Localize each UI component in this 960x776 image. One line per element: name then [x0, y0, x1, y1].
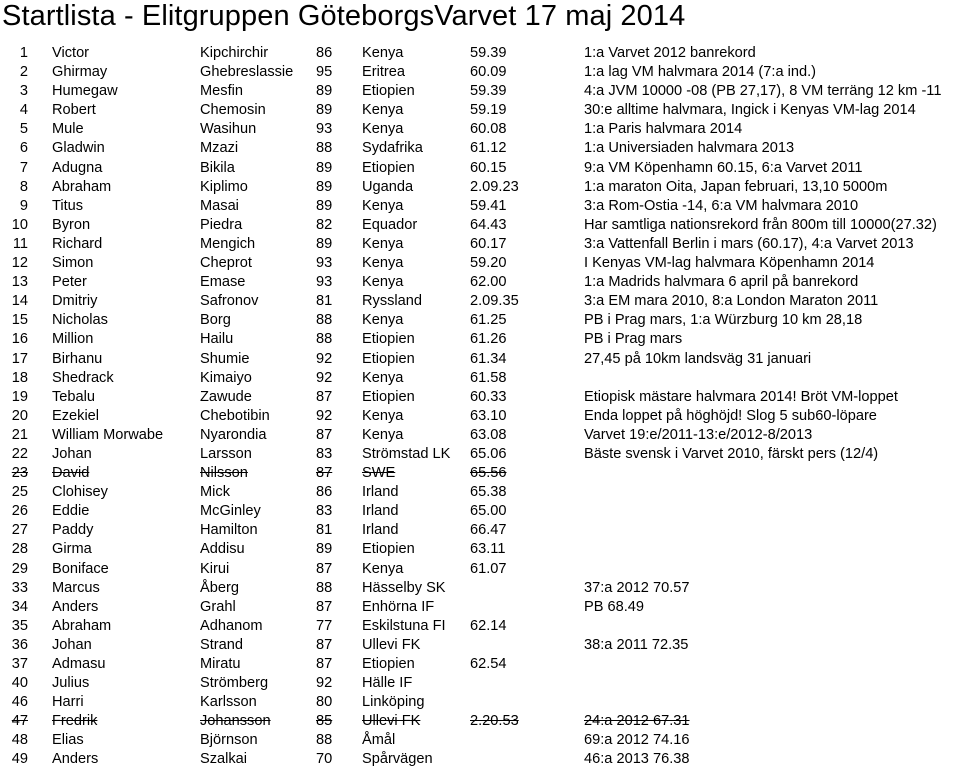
personal-best: 61.12	[470, 140, 507, 157]
birth-year: 92	[316, 369, 333, 386]
table-row	[0, 598, 960, 617]
country-club: Uganda	[362, 178, 414, 195]
last-name: Borg	[200, 312, 231, 329]
last-name: Piedra	[200, 216, 243, 233]
country-club: Ullevi FK	[362, 636, 421, 653]
first-name: Anders	[52, 751, 99, 768]
page-title: Startlista - Elitgruppen GöteborgsVarvet 17 maj 2014	[2, 0, 686, 32]
birth-year: 77	[316, 617, 333, 634]
country-club: Etiopien	[362, 331, 415, 348]
merits-note: 1:a Madrids halvmara 6 april på banrekord	[584, 274, 859, 291]
country-club: Kenya	[362, 197, 404, 214]
bib-number: 40	[11, 675, 28, 692]
birth-year: 82	[316, 216, 333, 233]
personal-best: 65.00	[470, 503, 507, 520]
table-row	[0, 674, 960, 693]
table-row	[0, 464, 960, 483]
birth-year: 89	[316, 83, 333, 100]
bib-number: 19	[11, 388, 28, 405]
last-name: Mick	[200, 484, 230, 501]
country-club: Kenya	[362, 369, 404, 386]
last-name: Mengich	[200, 235, 256, 252]
country-club: Kenya	[362, 312, 404, 329]
bib-number: 48	[11, 732, 28, 749]
country-club: Etiopien	[362, 350, 415, 367]
merits-note: Etiopisk mästare halvmara 2014! Bröt VM-loppet	[584, 388, 898, 405]
table-row	[0, 63, 960, 82]
birth-year: 88	[316, 331, 333, 348]
birth-year: 93	[316, 121, 333, 138]
birth-year: 87	[316, 656, 333, 672]
country-club: Ullevi FK	[362, 713, 421, 730]
bib-number: 1	[19, 45, 28, 61]
last-name: McGinley	[200, 503, 261, 520]
first-name: Johan	[52, 445, 92, 462]
first-name: Tebalu	[52, 388, 96, 405]
personal-best: 59.39	[470, 83, 507, 100]
last-name: Wasihun	[200, 121, 257, 138]
first-name: Gladwin	[52, 140, 105, 157]
last-name: Kirui	[200, 560, 230, 577]
table-row	[0, 350, 960, 369]
bib-number: 22	[11, 445, 28, 462]
last-name: Szalkai	[200, 751, 248, 768]
last-name: Chemosin	[200, 102, 266, 119]
first-name: Byron	[52, 216, 91, 233]
bib-number: 47	[11, 713, 28, 730]
country-club: Hässelby SK	[362, 579, 446, 596]
last-name: Kiplimo	[200, 178, 248, 195]
country-club: Kenya	[362, 426, 404, 443]
birth-year: 89	[316, 235, 333, 252]
birth-year: 89	[316, 178, 333, 195]
last-name: Kimaiyo	[200, 369, 252, 386]
table-row	[0, 197, 960, 216]
merits-note: 1:a lag VM halvmara 2014 (7:a ind.)	[584, 64, 817, 81]
bib-number: 20	[11, 407, 28, 424]
personal-best: 62.00	[470, 274, 507, 291]
first-name: Million	[52, 331, 94, 348]
first-name: Birhanu	[52, 350, 103, 367]
first-name: Shedrack	[52, 369, 114, 386]
country-club: Irland	[362, 484, 399, 501]
merits-note: PB i Prag mars	[584, 331, 683, 348]
first-name: Julius	[52, 675, 90, 692]
personal-best: 66.47	[470, 522, 507, 539]
first-name: Elias	[52, 732, 84, 749]
last-name: Nyarondia	[200, 426, 267, 443]
country-club: Kenya	[362, 235, 404, 252]
merits-note: 4:a JVM 10000 -08 (PB 27,17), 8 VM terräng 12 km -11	[584, 83, 942, 100]
last-name: Mesfin	[200, 83, 243, 100]
birth-year: 81	[316, 293, 333, 310]
first-name: Ghirmay	[52, 64, 108, 81]
personal-best: 61.07	[470, 560, 507, 577]
bib-number: 2	[19, 64, 28, 81]
personal-best: 59.39	[470, 45, 507, 61]
merits-note: 1:a Universiaden halvmara 2013	[584, 140, 795, 157]
merits-note: 9:a VM Köpenhamn 60.15, 6:a Varvet 2011	[584, 159, 863, 176]
bib-number: 28	[11, 541, 28, 558]
last-name: Björnson	[200, 732, 258, 749]
birth-year: 88	[316, 140, 333, 157]
bib-number: 8	[19, 178, 28, 195]
country-club: Sydafrika	[362, 140, 423, 157]
country-club: Kenya	[362, 255, 404, 272]
bib-number: 3	[19, 83, 28, 100]
country-club: Enhörna IF	[362, 598, 435, 615]
table-row	[0, 216, 960, 235]
last-name: Hamilton	[200, 522, 258, 539]
bib-number: 16	[11, 331, 28, 348]
country-club: Strömstad LK	[362, 445, 451, 462]
table-row	[0, 731, 960, 750]
country-club: Etiopien	[362, 159, 415, 176]
country-club: Kenya	[362, 121, 404, 138]
last-name: Bikila	[200, 159, 235, 176]
first-name: Victor	[52, 45, 90, 61]
birth-year: 87	[316, 636, 333, 653]
bib-number: 27	[11, 522, 28, 539]
table-row	[0, 388, 960, 407]
country-club: Irland	[362, 522, 399, 539]
birth-year: 87	[316, 388, 333, 405]
table-row	[0, 159, 960, 178]
merits-note: I Kenyas VM-lag halvmara Köpenhamn 2014	[584, 255, 875, 272]
first-name: Peter	[52, 274, 87, 291]
first-name: Johan	[52, 636, 92, 653]
merits-note: Varvet 19:e/2011-13:e/2012-8/2013	[584, 426, 813, 443]
first-name: Harri	[52, 694, 84, 711]
bib-number: 4	[19, 102, 28, 119]
birth-year: 80	[316, 694, 333, 711]
country-club: Ryssland	[362, 293, 423, 310]
first-name: Robert	[52, 102, 96, 119]
merits-note: 27,45 på 10km landsväg 31 januari	[584, 350, 812, 367]
first-name: Ezekiel	[52, 407, 100, 424]
bib-number: 46	[11, 694, 28, 711]
table-row	[0, 273, 960, 292]
country-club: Etiopien	[362, 388, 415, 405]
birth-year: 87	[316, 465, 333, 482]
table-row	[0, 712, 960, 731]
table-row	[0, 235, 960, 254]
first-name: Adugna	[52, 159, 103, 176]
table-row	[0, 139, 960, 158]
last-name: Mzazi	[200, 140, 239, 157]
merits-note: 3:a Vattenfall Berlin i mars (60.17), 4:a Varvet 2013	[584, 235, 914, 252]
birth-year: 89	[316, 159, 333, 176]
personal-best: 63.08	[470, 426, 507, 443]
merits-note: 37:a 2012 70.57	[584, 579, 690, 596]
birth-year: 86	[316, 45, 333, 61]
table-row	[0, 426, 960, 445]
personal-best: 61.34	[470, 350, 507, 367]
birth-year: 92	[316, 407, 333, 424]
merits-note: 1:a maraton Oita, Japan februari, 13,10 5000m	[584, 178, 888, 195]
first-name: William Morwabe	[52, 426, 164, 443]
bib-number: 29	[11, 560, 28, 577]
personal-best: 64.43	[470, 216, 507, 233]
birth-year: 83	[316, 503, 333, 520]
last-name: Emase	[200, 274, 246, 291]
personal-best: 60.08	[470, 121, 507, 138]
last-name: Karlsson	[200, 694, 257, 711]
bib-number: 37	[11, 656, 28, 672]
table-row	[0, 178, 960, 197]
country-club: Irland	[362, 503, 399, 520]
table-row	[0, 445, 960, 464]
first-name: Mule	[52, 121, 84, 138]
first-name: Admasu	[52, 656, 106, 672]
birth-year: 87	[316, 560, 333, 577]
personal-best: 65.56	[470, 465, 507, 482]
country-club: Etiopien	[362, 83, 415, 100]
last-name: Nilsson	[200, 465, 248, 482]
personal-best: 59.19	[470, 102, 507, 119]
last-name: Strömberg	[200, 675, 269, 692]
birth-year: 95	[316, 64, 333, 81]
country-club: Linköping	[362, 694, 425, 711]
bib-number: 13	[11, 274, 28, 291]
birth-year: 81	[316, 522, 333, 539]
personal-best: 59.41	[470, 197, 507, 214]
country-club: Kenya	[362, 560, 404, 577]
country-club: Spårvägen	[362, 751, 433, 768]
table-row	[0, 311, 960, 330]
table-row	[0, 560, 960, 579]
bib-number: 15	[11, 312, 28, 329]
first-name: Abraham	[52, 178, 112, 195]
last-name: Masai	[200, 197, 239, 214]
bib-number: 25	[11, 484, 28, 501]
country-club: Eskilstuna FI	[362, 617, 446, 634]
table-row	[0, 617, 960, 636]
table-row	[0, 369, 960, 388]
birth-year: 88	[316, 579, 333, 596]
first-name: David	[52, 465, 90, 482]
personal-best: 65.38	[470, 484, 507, 501]
merits-note: 69:a 2012 74.16	[584, 732, 690, 749]
merits-note: 3:a EM mara 2010, 8:a London Maraton 2011	[584, 293, 879, 310]
merits-note: 46:a 2013 76.38	[584, 751, 690, 768]
country-club: Etiopien	[362, 541, 415, 558]
personal-best: 60.09	[470, 64, 507, 81]
birth-year: 89	[316, 102, 333, 119]
personal-best: 2.09.23	[470, 178, 519, 195]
bib-number: 26	[11, 503, 28, 520]
first-name: Nicholas	[52, 312, 108, 329]
merits-note: Enda loppet på höghöjd! Slog 5 sub60-löpare	[584, 407, 877, 424]
table-row	[0, 483, 960, 502]
first-name: Marcus	[52, 579, 100, 596]
merits-note: PB 68.49	[584, 598, 645, 615]
last-name: Strand	[200, 636, 243, 653]
first-name: Girma	[52, 541, 92, 558]
merits-note: PB i Prag mars, 1:a Würzburg 10 km 28,18	[584, 312, 863, 329]
last-name: Grahl	[200, 598, 236, 615]
personal-best: 60.17	[470, 235, 507, 252]
table-row	[0, 292, 960, 311]
merits-note: 30:e alltime halvmara, Ingick i Kenyas VM-lag 2014	[584, 102, 916, 119]
merits-note: Bäste svensk i Varvet 2010, färskt pers (12/4)	[584, 445, 879, 462]
last-name: Kipchirchir	[200, 45, 269, 61]
last-name: Chebotibin	[200, 407, 270, 424]
country-club: Kenya	[362, 274, 404, 291]
merits-note: Har samtliga nationsrekord från 800m till 10000(27.32)	[584, 216, 937, 233]
first-name: Boniface	[52, 560, 109, 577]
birth-year: 87	[316, 598, 333, 615]
bib-number: 12	[11, 255, 28, 272]
bib-number: 34	[11, 598, 28, 615]
last-name: Zawude	[200, 388, 252, 405]
last-name: Larsson	[200, 445, 252, 462]
bib-number: 11	[12, 235, 28, 252]
bib-number: 23	[11, 465, 28, 482]
bib-number: 18	[11, 369, 28, 386]
bib-number: 17	[11, 350, 28, 367]
personal-best: 2.20.53	[470, 713, 519, 730]
birth-year: 93	[316, 274, 333, 291]
personal-best: 61.26	[470, 331, 507, 348]
table-row	[0, 254, 960, 273]
personal-best: 2.09.35	[470, 293, 519, 310]
last-name: Addisu	[200, 541, 245, 558]
bib-number: 49	[11, 751, 28, 768]
birth-year: 93	[316, 255, 333, 272]
personal-best: 63.10	[470, 407, 507, 424]
table-row	[0, 120, 960, 139]
birth-year: 88	[316, 312, 333, 329]
table-row	[0, 693, 960, 712]
birth-year: 92	[316, 675, 333, 692]
bib-number: 6	[19, 140, 28, 157]
last-name: Johansson	[200, 713, 271, 730]
country-club: Equador	[362, 216, 418, 233]
first-name: Fredrik	[52, 713, 98, 730]
bib-number: 14	[11, 293, 28, 310]
table-row	[0, 540, 960, 559]
table-row	[0, 330, 960, 349]
table-row	[0, 655, 960, 674]
country-club: SWE	[362, 465, 396, 482]
first-name: Eddie	[52, 503, 90, 520]
start-list-table	[0, 44, 960, 770]
personal-best: 60.33	[470, 388, 507, 405]
personal-best: 61.25	[470, 312, 507, 329]
first-name: Clohisey	[52, 484, 108, 501]
personal-best: 62.54	[470, 656, 507, 672]
country-club: Åmål	[362, 732, 396, 749]
first-name: Richard	[52, 235, 103, 252]
table-row	[0, 82, 960, 101]
country-club: Hälle IF	[362, 675, 413, 692]
first-name: Humegaw	[52, 83, 118, 100]
last-name: Hailu	[200, 331, 234, 348]
country-club: Eritrea	[362, 64, 405, 81]
merits-note: 1:a Paris halvmara 2014	[584, 121, 743, 138]
table-row	[0, 101, 960, 120]
country-club: Kenya	[362, 45, 404, 61]
birth-year: 92	[316, 350, 333, 367]
last-name: Shumie	[200, 350, 250, 367]
first-name: Paddy	[52, 522, 94, 539]
table-row	[0, 521, 960, 540]
birth-year: 88	[316, 732, 333, 749]
personal-best: 59.20	[470, 255, 507, 272]
last-name: Miratu	[200, 656, 241, 672]
personal-best: 62.14	[470, 617, 507, 634]
last-name: Cheprot	[200, 255, 252, 272]
country-club: Etiopien	[362, 656, 415, 672]
personal-best: 65.06	[470, 445, 507, 462]
last-name: Adhanom	[200, 617, 263, 634]
table-row	[0, 407, 960, 426]
first-name: Anders	[52, 598, 99, 615]
bib-number: 21	[11, 426, 28, 443]
bib-number: 7	[19, 159, 28, 176]
personal-best: 60.15	[470, 159, 507, 176]
first-name: Titus	[52, 197, 84, 214]
birth-year: 89	[316, 541, 333, 558]
birth-year: 87	[316, 426, 333, 443]
birth-year: 83	[316, 445, 333, 462]
table-row	[0, 750, 960, 769]
personal-best: 61.58	[470, 369, 507, 386]
last-name: Åberg	[200, 579, 239, 596]
birth-year: 85	[316, 713, 333, 730]
bib-number: 33	[11, 579, 28, 596]
first-name: Abraham	[52, 617, 112, 634]
country-club: Kenya	[362, 102, 404, 119]
table-row	[0, 636, 960, 655]
bib-number: 5	[19, 121, 28, 138]
last-name: Ghebreslassie	[200, 64, 294, 81]
table-row	[0, 502, 960, 521]
first-name: Simon	[52, 255, 94, 272]
birth-year: 89	[316, 197, 333, 214]
bib-number: 35	[11, 617, 28, 634]
merits-note: 24:a 2012 67.31	[584, 713, 690, 730]
birth-year: 86	[316, 484, 333, 501]
table-row	[0, 579, 960, 598]
bib-number: 36	[11, 636, 28, 653]
merits-note: 1:a Varvet 2012 banrekord	[584, 45, 756, 61]
merits-note: 38:a 2011 72.35	[584, 636, 689, 653]
bib-number: 9	[19, 197, 28, 214]
country-club: Kenya	[362, 407, 404, 424]
personal-best: 63.11	[470, 541, 506, 558]
birth-year: 70	[316, 751, 333, 768]
first-name: Dmitriy	[52, 293, 98, 310]
table-row	[0, 44, 960, 63]
bib-number: 10	[11, 216, 28, 233]
last-name: Safronov	[200, 293, 259, 310]
merits-note: 3:a Rom-Ostia -14, 6:a VM halvmara 2010	[584, 197, 859, 214]
